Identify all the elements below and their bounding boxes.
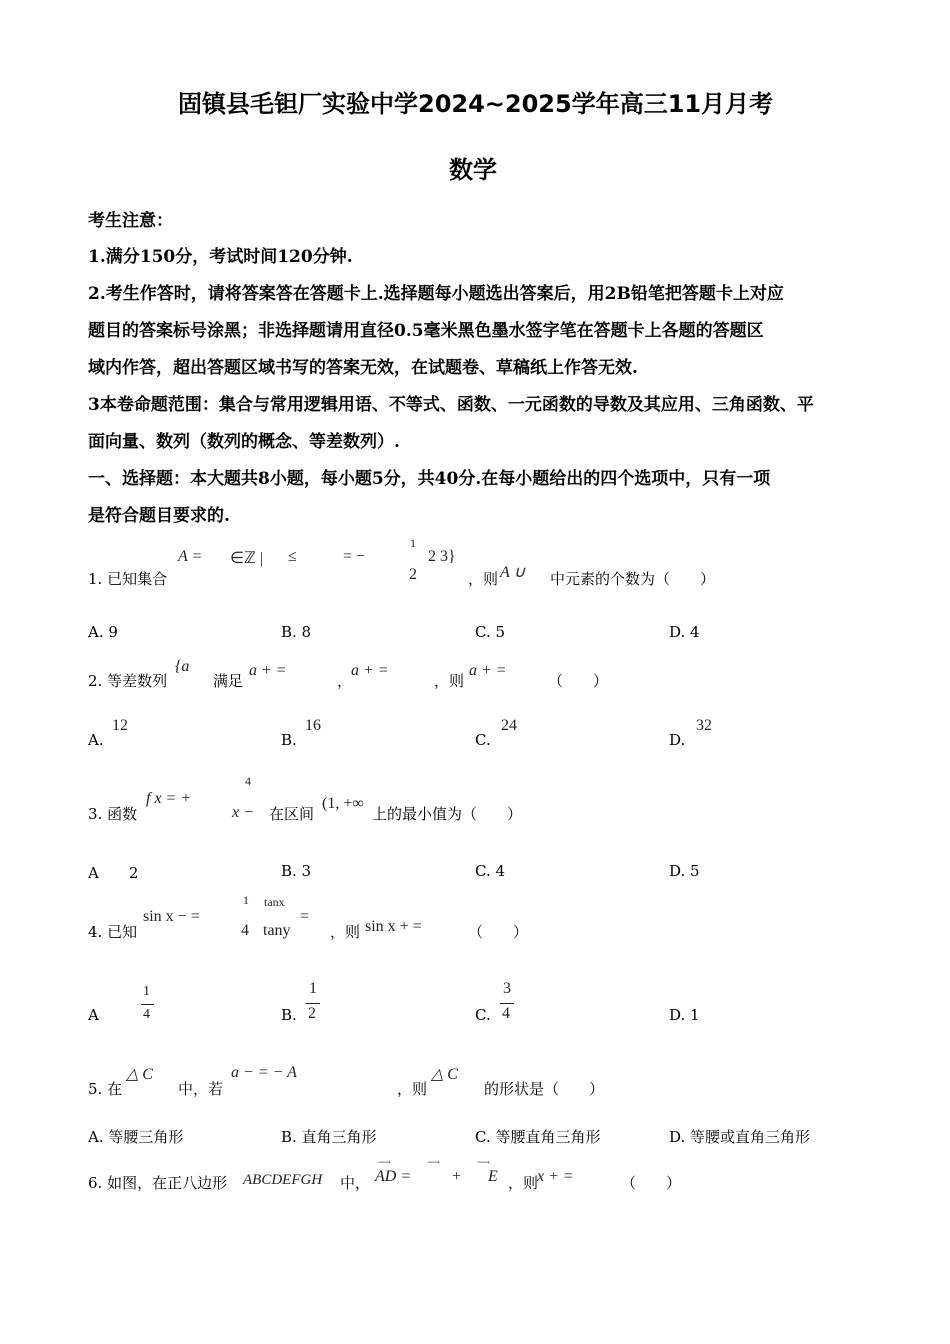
q2-option-b-label[interactable]: B. (281, 731, 297, 749)
q1-option-a[interactable]: A. 9 (88, 623, 118, 641)
q6-math-vector-e: E (488, 1168, 498, 1185)
q3-math-frac-bottom: x − (232, 804, 254, 821)
q2-option-a-label[interactable]: A. (88, 731, 104, 749)
q2-math-cond-2: a + = (351, 662, 389, 679)
subject-title: 数学 (449, 156, 497, 184)
q4-math-frac2-bottom: tany (263, 922, 291, 939)
q5-math-triangle: △ C (126, 1066, 153, 1083)
q2-text-satisfies: 满足 (213, 672, 244, 690)
q5-option-b[interactable]: B. 直角三角形 (281, 1128, 377, 1146)
section-1-line-2: 是符合题目要求的. (88, 506, 230, 526)
q3-option-c[interactable]: C. 4 (475, 862, 506, 880)
q4-option-c-num: 3 (503, 980, 511, 997)
q4-text-end: （ ） (468, 923, 529, 941)
q3-option-b[interactable]: B. 3 (281, 862, 312, 880)
q4-option-d[interactable]: D. 1 (669, 1006, 700, 1024)
q6-math-target: x + = (537, 1168, 574, 1185)
q5-option-d[interactable]: D. 等腰或直角三角形 (669, 1128, 811, 1146)
q2-option-b-value: 16 (305, 717, 321, 734)
q6-vector-arrow-3: ⟶ (477, 1158, 491, 1168)
q5-text-end: 的形状是（ ） (484, 1080, 605, 1098)
exam-title: 固镇县毛钽厂实验中学2024~2025学年高三11月月考 (178, 90, 774, 118)
q6-text-in: 中， (340, 1174, 371, 1192)
q4-option-c-den: 4 (502, 1005, 510, 1022)
q4-option-a-label[interactable]: A (88, 1006, 99, 1024)
q1-text-then: ，则 (468, 570, 499, 588)
q3-text-interval: 在区间 (269, 805, 315, 823)
q1-math-equals: = − (343, 548, 366, 565)
q1-option-b[interactable]: B. 8 (281, 623, 312, 641)
q4-text-then: ，则 (330, 923, 361, 941)
q2-math-cond-1: a + = (249, 662, 287, 679)
q3-math-interval: (1, +∞ (322, 795, 364, 812)
q2-math-target: a + = (469, 662, 507, 679)
q1-math-frac-bottom: 2 (409, 566, 417, 583)
q2-text-end: （ ） (548, 672, 609, 690)
q6-text-then: ，则 (508, 1174, 539, 1192)
q6-math-octagon: ABCDEFGH (243, 1172, 323, 1188)
notice-heading: 考生注意： (88, 211, 173, 231)
q1-math-leq: ≤ (288, 548, 297, 565)
q1-option-c[interactable]: C. 5 (475, 623, 506, 641)
q2-option-a-value: 12 (112, 717, 128, 734)
q2-option-c-value: 24 (501, 717, 517, 734)
q4-option-b-den: 2 (308, 1005, 316, 1022)
q5-text-then: ，则 (397, 1080, 428, 1098)
q6-math-plus: + (452, 1168, 462, 1185)
q2-option-c-label[interactable]: C. (475, 731, 491, 749)
q3-text-start: 3. 函数 (88, 805, 138, 823)
q2-option-d-label[interactable]: D. (669, 731, 686, 749)
q1-math-set-tail: 2 3} (428, 548, 456, 565)
q1-math-union: A ∪ (500, 564, 526, 581)
q5-text-if: 中，若 (178, 1080, 224, 1098)
q1-math-integers: ∈ℤ | (230, 550, 264, 567)
q5-text-start: 5. 在 (88, 1080, 123, 1098)
q1-text-end: 中元素的个数为（ ） (550, 570, 716, 588)
q6-math-vector-ad: AD = (375, 1168, 412, 1185)
q5-option-a[interactable]: A. 等腰三角形 (88, 1128, 184, 1146)
q6-vector-arrow-1: ⟶ (378, 1158, 392, 1168)
q2-text-then: ，则 (434, 672, 465, 690)
q4-math-frac2-equals: = (300, 908, 310, 925)
notice-item-2-line-3: 域内作答，超出答题区域书写的答案无效，在试题卷、草稿纸上作答无效. (88, 358, 638, 378)
q4-math-frac1-bottom: 4 (241, 922, 249, 939)
q5-math-triangle-2: △ C (431, 1066, 458, 1083)
q1-text-start: 1. 已知集合 (88, 570, 168, 588)
q4-text-start: 4. 已知 (88, 923, 138, 941)
section-1-line-1: 一、选择题：本大题共8小题，每小题5分，共40分.在每小题给出的四个选项中，只有一项 (88, 469, 771, 489)
q3-math-function: f x = + (146, 790, 192, 807)
q2-text-comma: ， (337, 672, 353, 690)
notice-item-2-line-2: 题目的答案标号涂黑；非选择题请用直径0.5毫米黑色墨水签字笔在答题卡上各题的答题区 (88, 321, 764, 341)
q4-math-sin-sum: sin x + = (365, 918, 422, 935)
q2-text-start: 2. 等差数列 (88, 672, 168, 690)
q6-text-start: 6. 如图，在正八边形 (88, 1174, 228, 1192)
q4-option-a-num: 1 (143, 984, 150, 999)
q1-option-d[interactable]: D. 4 (669, 623, 700, 641)
q4-option-c-label[interactable]: C. (475, 1006, 491, 1024)
q5-option-c[interactable]: C. 等腰直角三角形 (475, 1128, 601, 1146)
notice-item-3-line-1: 3本卷命题范围：集合与常用逻辑用语、不等式、函数、一元函数的导数及其应用、三角函数、平 (88, 395, 814, 415)
q5-math-condition: a − = − A (231, 1064, 297, 1081)
q2-math-sequence: {a (175, 658, 190, 675)
notice-item-3-line-2: 面向量、数列（数列的概念、等差数列）. (88, 432, 400, 452)
q4-option-b-label[interactable]: B. (281, 1006, 297, 1024)
q4-option-b-num: 1 (309, 980, 317, 997)
q3-option-a[interactable]: A 2 (88, 864, 139, 882)
q2-option-d-value: 32 (696, 717, 712, 734)
q3-text-end: 上的最小值为（ ） (372, 805, 523, 823)
notice-item-1: 1.满分150分，考试时间120分钟. (88, 247, 353, 267)
q6-vector-arrow-2: ⟶ (427, 1158, 441, 1168)
q1-math-frac-top: 1 (410, 536, 416, 550)
q6-text-end: （ ） (621, 1174, 682, 1192)
q3-option-d[interactable]: D. 5 (669, 862, 700, 880)
q4-option-a-den: 4 (143, 1007, 150, 1022)
q4-math-sin-diff: sin x − = (143, 908, 200, 925)
q1-math-set-a: A = (178, 548, 203, 565)
notice-item-2-line-1: 2.考生作答时，请将答案答在答题卡上.选择题每小题选出答案后，用2B铅笔把答题卡上对应 (88, 284, 784, 304)
q4-math-frac2-top: tanx (264, 895, 285, 909)
q4-math-frac1-top: 1 (243, 893, 249, 907)
q3-math-frac-top: 4 (245, 774, 251, 788)
